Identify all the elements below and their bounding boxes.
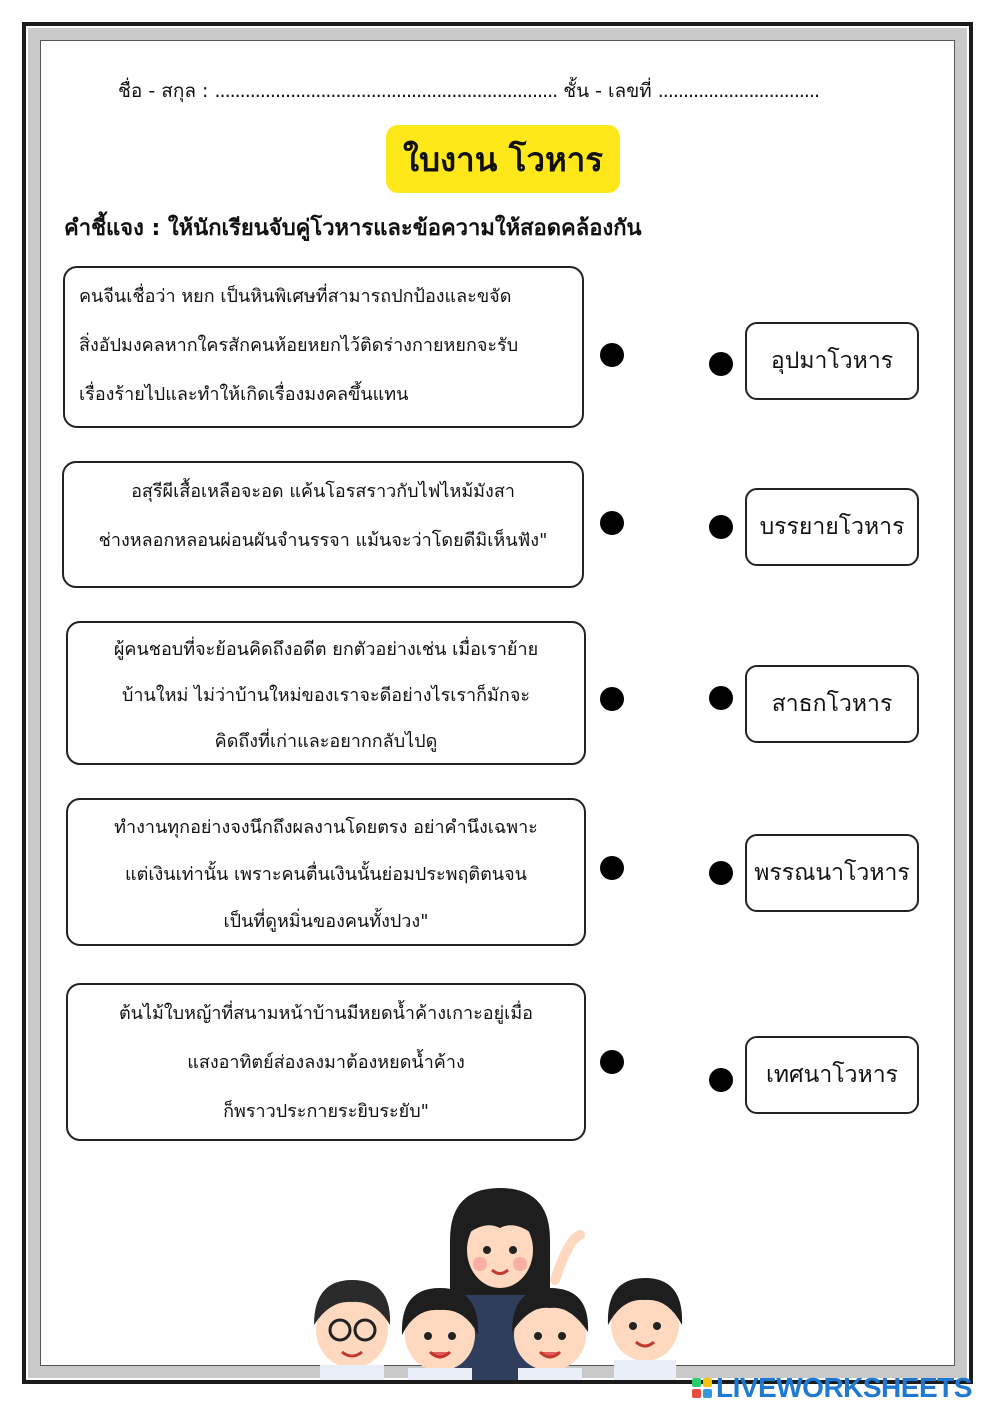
question-line: ต้นไม้ใบหญ้าที่สนามหน้าบ้านมีหยดน้ำค้างเกาะอยู่เมื่อ [118, 1003, 533, 1024]
question-line: ก็พราวประกายระยิบระยับ" [223, 1101, 429, 1122]
answer-box-3: สาธกโวหาร [745, 665, 919, 743]
question-box-2 [62, 461, 584, 588]
student-girl-right-figure [608, 1278, 682, 1380]
class-blank[interactable]: ................................ [657, 80, 820, 102]
question-line: คิดถึงที่เก่าและอยากกลับไปดู [214, 731, 438, 752]
answer-dot-2[interactable] [709, 515, 733, 539]
question-dot-5[interactable] [600, 1050, 624, 1074]
question-box-1 [63, 266, 584, 428]
class-label: ชั้น - เลขที่ [563, 80, 652, 102]
liveworksheets-icon [692, 1378, 712, 1398]
student-glasses-figure [314, 1280, 390, 1380]
answer-dot-4[interactable] [709, 861, 733, 885]
question-line: อสุรีผีเสื้อเหลือจะอด แค้นโอรสราวกับไฟไหม้มังสา [131, 481, 515, 502]
brand-text: LIVEWORKSHEETS [716, 1372, 972, 1403]
question-box-3 [66, 621, 586, 765]
name-label: ชื่อ - สกุล : [118, 80, 209, 102]
name-blank[interactable]: .................................................................... [214, 80, 558, 102]
answer-dot-5[interactable] [709, 1068, 733, 1092]
question-line: บ้านใหม่ ไม่ว่าบ้านใหม่ของเราจะดีอย่างไรเราก็มักจะ [121, 685, 531, 706]
question-line: เป็นที่ดูหมิ่นของคนทั้งปวง" [223, 911, 429, 932]
answer-box-4: พรรณนาโวหาร [745, 834, 919, 912]
question-dot-3[interactable] [600, 687, 624, 711]
answer-dot-3[interactable] [709, 686, 733, 710]
liveworksheets-logo [692, 1372, 972, 1404]
question-line: สิ่งอัปมงคลหากใครสักคนห้อยหยกไว้ติดร่างกายหยกจะรับ [79, 335, 519, 356]
question-dot-4[interactable] [600, 856, 624, 880]
question-line: ช่างหลอกหลอนผ่อนผันจำนรรจา แม้นจะว่าโดยดีมิเห็นฟัง" [98, 530, 548, 551]
answer-box-1: อุปมาโวหาร [745, 322, 919, 400]
question-line: คนจีนเชื่อว่า หยก เป็นหินพิเศษที่สามารถปกป้องและขจัด [79, 286, 512, 307]
question-line: แต่เงินเท่านั้น เพราะคนตื่นเงินนั้นย่อมประพฤติตนจน [125, 864, 527, 885]
answer-dot-1[interactable] [709, 352, 733, 376]
question-line: เรื่องร้ายไปและทำให้เกิดเรื่องมงคลขึ้นแทน [79, 384, 409, 405]
question-line: ทำงานทุกอย่างจงนึกถึงผลงานโดยตรง อย่าคำนึงเฉพาะ [114, 817, 538, 838]
question-dot-1[interactable] [600, 343, 624, 367]
answer-box-2: บรรยายโวหาร [745, 488, 919, 566]
teacher-students-illustration [300, 1180, 700, 1380]
question-line: แสงอาทิตย์ส่องลงมาต้องหยดน้ำค้าง [187, 1052, 465, 1073]
instruction-text: คำชี้แจง : ให้นักเรียนจับคู่โวหารและข้อความให้สอดคล้องกัน [64, 216, 642, 241]
question-box-5 [66, 983, 586, 1141]
question-line: ผู้คนชอบที่จะย้อนคิดถึงอดีต ยกตัวอย่างเช่น เมื่อเราย้าย [113, 639, 539, 660]
question-dot-2[interactable] [600, 511, 624, 535]
student-info-line [118, 76, 819, 106]
question-box-4 [66, 798, 586, 946]
answer-box-5: เทศนาโวหาร [745, 1036, 919, 1114]
worksheet-title: ใบงาน โวหาร [386, 125, 620, 193]
